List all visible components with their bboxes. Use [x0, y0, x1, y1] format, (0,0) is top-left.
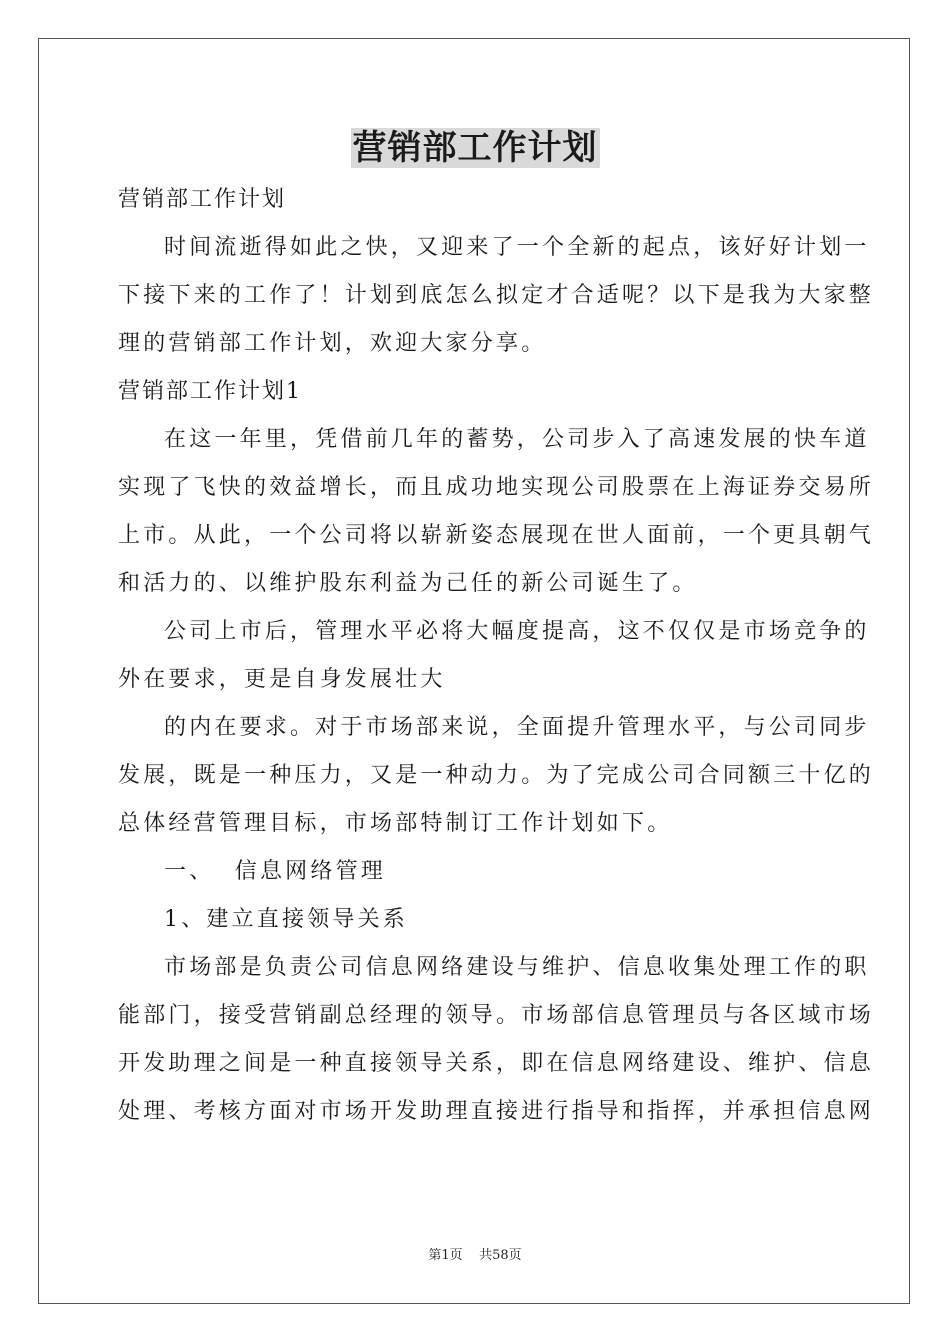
- paragraph-line: 处理、考核方面对市场开发助理直接进行指导和指挥，并承担信息网: [118, 1099, 875, 1124]
- paragraph-line: 上市。从此，一个公司将以崭新姿态展现在世人面前，一个更具朝气: [118, 523, 875, 548]
- paragraph-line: 下接下来的工作了！计划到底怎么拟定才合适呢？以下是我为大家整: [118, 283, 875, 308]
- title-wrap: [0, 128, 950, 168]
- paragraph-line: 和活力的、以维护股东利益为己任的新公司诞生了。: [118, 571, 698, 596]
- subsection-heading: 1、建立直接领导关系: [164, 907, 408, 932]
- subtitle-line: 营销部工作计划: [118, 187, 287, 212]
- paragraph-line: 发展，既是一种压力，又是一种动力。为了完成公司合同额三十亿的: [118, 763, 875, 788]
- section-heading: 营销部工作计划1: [118, 379, 302, 404]
- paragraph-line: 的内在要求。对于市场部来说，全面提升管理水平，与公司同步: [164, 715, 870, 740]
- section-heading: 一、 信息网络管理: [164, 859, 386, 884]
- paragraph-line: 在这一年里，凭借前几年的蓄势，公司步入了高速发展的快车道: [164, 427, 870, 452]
- document-title: 营销部工作计划: [352, 128, 598, 168]
- paragraph-line: 市场部是负责公司信息网络建设与维护、信息收集处理工作的职: [164, 955, 870, 980]
- paragraph-line: 开发助理之间是一种直接领导关系，即在信息网络建设、维护、信息: [118, 1051, 875, 1076]
- page-number: 第1页: [428, 1248, 463, 1263]
- page-footer: [0, 1244, 950, 1263]
- paragraph-line: 总体经营管理目标，市场部特制订工作计划如下。: [118, 811, 673, 836]
- document-body: [118, 176, 875, 1136]
- paragraph-line: 能部门，接受营销副总经理的领导。市场部信息管理员与各区域市场: [118, 1003, 875, 1028]
- paragraph-line: 理的营销部工作计划，欢迎大家分享。: [118, 331, 547, 356]
- paragraph-line: 时间流逝得如此之快，又迎来了一个全新的起点，该好好计划一: [164, 235, 870, 260]
- paragraph-line: 实现了飞快的效益增长，而且成功地实现公司股票在上海证券交易所: [118, 475, 875, 500]
- paragraph-line: 公司上市后，管理水平必将大幅度提高，这不仅仅是市场竞争的: [164, 619, 870, 644]
- page-total: 共58页: [479, 1248, 522, 1263]
- paragraph-line: 外在要求，更是自身发展壮大: [118, 667, 446, 692]
